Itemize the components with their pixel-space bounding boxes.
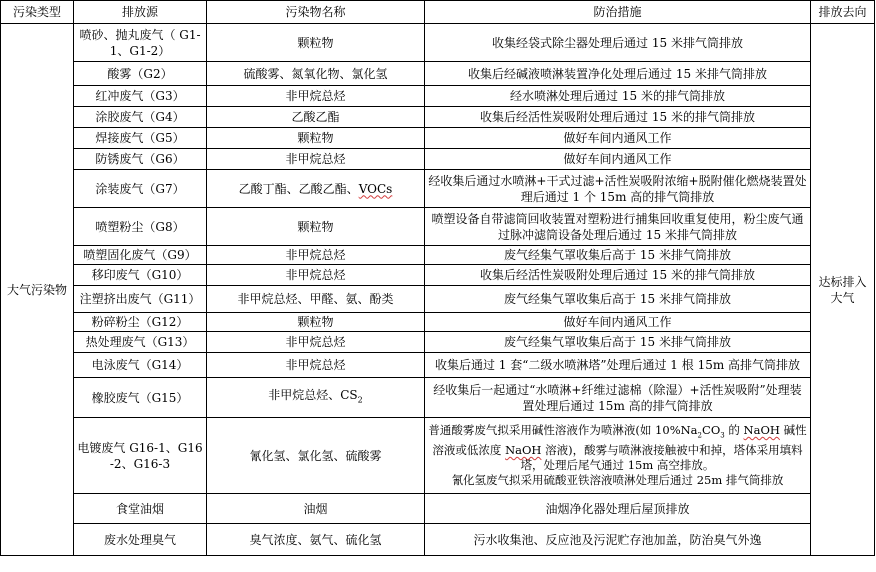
source-cell: 橡胶废气（G15） [74, 378, 207, 418]
pollutant-cell: 非甲烷总烃 [207, 149, 425, 170]
pollutant-cell: 油烟 [207, 494, 425, 524]
table-row [1, 149, 875, 170]
table-row [1, 332, 875, 353]
source-cell: 移印废气（G10） [74, 265, 207, 286]
measure-text: CO [702, 422, 721, 437]
table-row [1, 313, 875, 332]
table-row [1, 107, 875, 128]
measure-cell: 废气经集气罩收集后高于 15 米排气筒排放 [425, 246, 811, 265]
source-cell: 电镀废气 G16-1、G16-2、G16-3 [74, 418, 207, 494]
measure-text: 碱性溶液或低浓度 [432, 422, 807, 458]
pollutant-cell: 乙酸乙酯 [207, 107, 425, 128]
measure-cell: 做好车间内通风工作 [425, 128, 811, 149]
table-row [1, 378, 875, 418]
table-row [1, 128, 875, 149]
naoh-text: NaOH [505, 443, 542, 458]
measure-cell: 收集后经活性炭吸附处理后通过 15 米的排气筒排放 [425, 265, 811, 286]
source-cell: 喷砂、抛丸废气（ G1-1、G1-2） [74, 24, 207, 62]
header-row [1, 1, 875, 24]
pollutant-subscript: 2 [357, 395, 363, 405]
measure-cell: 油烟净化器处理后屋顶排放 [425, 494, 811, 524]
measure-cell: 做好车间内通风工作 [425, 313, 811, 332]
measure-cell: 经收集后通过水喷淋+干式过滤+活性炭吸附浓缩+脱附催化燃烧装置处理后通过 1 个 15m 高的排气筒排放 [425, 170, 811, 208]
source-cell: 酸雾（G2） [74, 62, 207, 86]
source-cell: 涂装废气（G7） [74, 170, 207, 208]
measure-cell: 收集后通过 1 套“二级水喷淋塔”处理后通过 1 根 15m 高排气筒排放 [425, 353, 811, 378]
table-row [1, 353, 875, 378]
table-row [1, 208, 875, 246]
table-row [1, 24, 875, 62]
pollutant-cell: 非甲烷总烃、甲醛、氨、酚类 [207, 286, 425, 313]
source-cell: 注塑挤出废气（G11） [74, 286, 207, 313]
source-cell: 红冲废气（G3） [74, 86, 207, 107]
table-row [1, 418, 875, 494]
source-cell: 热处理废气（G13） [74, 332, 207, 353]
table-row [1, 246, 875, 265]
measure-cell: 收集后经碱液喷淋装置净化处理后通过 15 米排气筒排放 [425, 62, 811, 86]
source-cell: 电泳废气（G14） [74, 353, 207, 378]
pollutant-cell: 氰化氢、氯化氢、硫酸雾 [207, 418, 425, 494]
pollutant-cell: 颗粒物 [207, 313, 425, 332]
pollutant-cell: 颗粒物 [207, 208, 425, 246]
measure-cell: 经水喷淋处理后通过 15 米的排气筒排放 [425, 86, 811, 107]
measure-text: 氰化氢废气拟采用硫酸亚铁溶液喷淋处理后通过 25m 排气筒排放 [451, 473, 784, 488]
pollutant-vocs-text: VOCs [358, 181, 393, 196]
source-cell: 防锈废气（G6） [74, 149, 207, 170]
pollutant-cell: 非甲烷总烃 [207, 265, 425, 286]
header-emission-source: 排放源 [74, 1, 207, 24]
table-row [1, 494, 875, 524]
measure-cell: 收集经袋式除尘器处理后通过 15 米排气筒排放 [425, 24, 811, 62]
header-control-measures: 防治措施 [425, 1, 811, 24]
measure-text: 溶液)，酸雾与喷淋液接触被中和掉，塔体采用填料塔，处理后尾气通过 15m 高空排放。 [520, 443, 803, 473]
source-cell: 涂胶废气（G4） [74, 107, 207, 128]
category-cell: 大气污染物 [1, 24, 74, 556]
pollutant-cell: 臭气浓度、氨气、硫化氢 [207, 524, 425, 556]
source-cell: 焊接废气（G5） [74, 128, 207, 149]
subscript: 2 [697, 431, 703, 440]
table-row [1, 170, 875, 208]
measure-text: 普通酸雾废气拟采用碱性溶液作为喷淋液(如 10%Na [428, 422, 698, 437]
measure-cell: 喷塑设备自带滤筒回收装置对塑粉进行捕集回收重复使用，粉尘废气通过脉冲滤筒设备处理后通过 15 米排气筒排放 [425, 208, 811, 246]
table-row [1, 286, 875, 313]
measure-text: 的 [724, 422, 744, 437]
table-row [1, 265, 875, 286]
measure-cell: 废气经集气罩收集后高于 15 米排气筒排放 [425, 286, 811, 313]
pollutant-cell: 非甲烷总烃 [207, 246, 425, 265]
source-cell: 粉碎粉尘（G12） [74, 313, 207, 332]
source-cell: 食堂油烟 [74, 494, 207, 524]
pollutant-cell: 颗粒物 [207, 24, 425, 62]
measure-cell: 污水收集池、反应池及污泥贮存池加盖，防治臭气外逸 [425, 524, 811, 556]
table-row [1, 62, 875, 86]
pollutant-cell [207, 170, 425, 208]
pollutant-cell: 硫酸雾、氮氧化物、氯化氢 [207, 62, 425, 86]
pollutant-cell: 颗粒物 [207, 128, 425, 149]
source-cell: 废水处理臭气 [74, 524, 207, 556]
measure-cell: 收集后经活性炭吸附处理后通过 15 米的排气筒排放 [425, 107, 811, 128]
measure-cell: 做好车间内通风工作 [425, 149, 811, 170]
header-pollution-type: 污染类型 [1, 1, 74, 24]
source-cell: 喷塑粉尘（G8） [74, 208, 207, 246]
pollutant-text: 非甲烷总烃、CS [268, 387, 358, 402]
measure-cell [425, 418, 811, 494]
subscript: 3 [720, 431, 725, 440]
pollutant-text: 乙酸丁酯、乙酸乙酯、 [238, 181, 359, 196]
pollutant-cell: 非甲烷总烃 [207, 332, 425, 353]
naoh-text: NaOH [743, 422, 780, 437]
pollutant-cell: 非甲烷总烃 [207, 353, 425, 378]
measure-cell: 废气经集气罩收集后高于 15 米排气筒排放 [425, 332, 811, 353]
table-row [1, 524, 875, 556]
header-pollutant-name: 污染物名称 [207, 1, 425, 24]
pollutant-cell: 非甲烷总烃 [207, 86, 425, 107]
measure-cell: 经收集后一起通过“水喷淋+纤维过滤棉（除湿）+活性炭吸附”处理装置处理后通过 15m 高的排气筒排放 [425, 378, 811, 418]
destination-cell: 达标排入大气 [811, 24, 875, 556]
table-row [1, 86, 875, 107]
header-discharge-destination: 排放去向 [811, 1, 875, 24]
pollutant-cell [207, 378, 425, 418]
source-cell: 喷塑固化废气（G9） [74, 246, 207, 265]
